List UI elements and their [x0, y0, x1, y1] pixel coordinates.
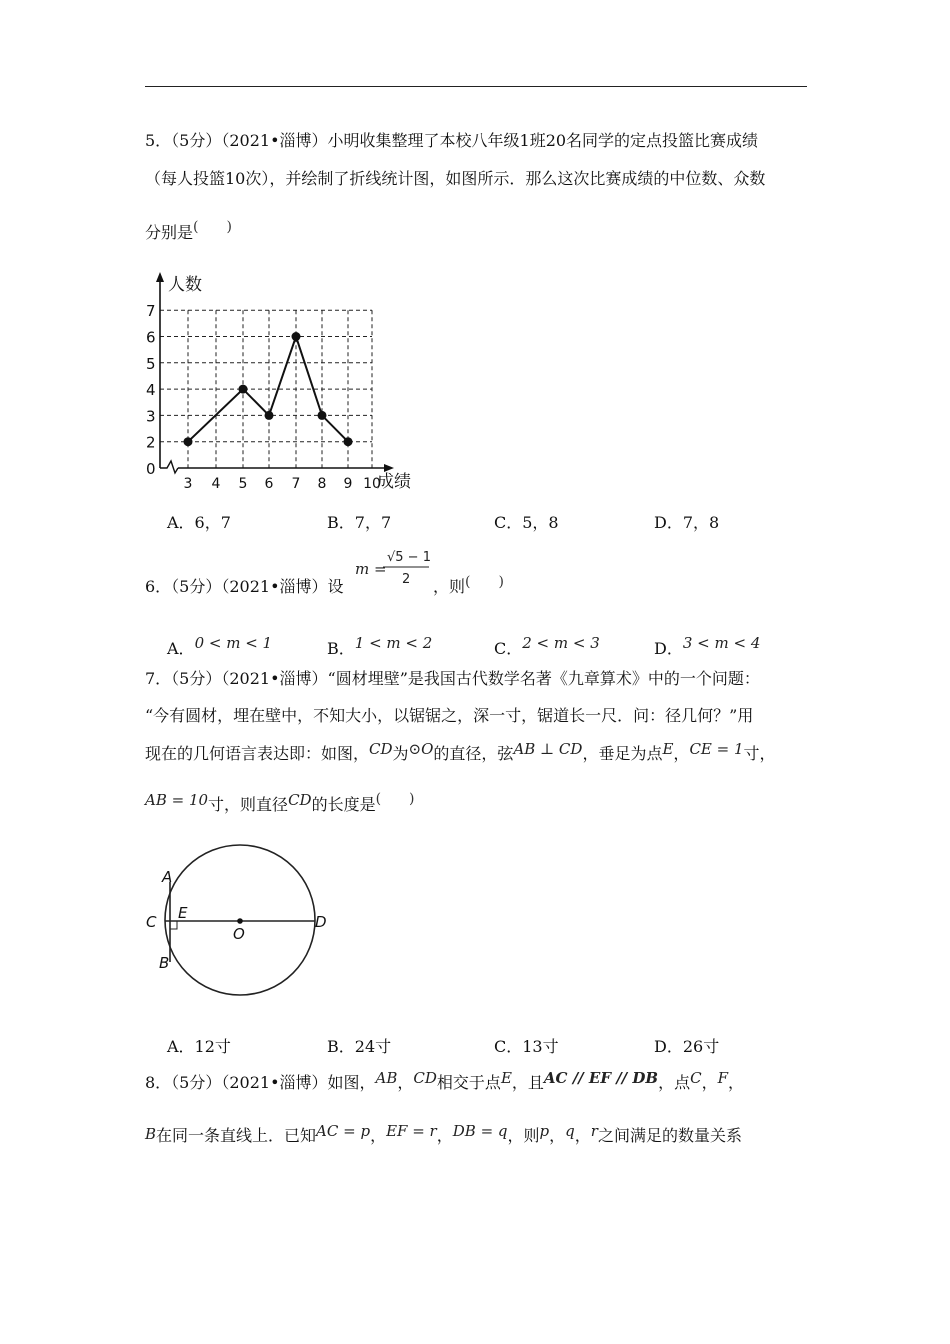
q7-l3-ce: CE = 1 [689, 740, 744, 758]
q7-line-1: 7．（5分）（2021•淄博）“圆材埋壁”是我国古代数学名著《九章算术》中的一个问题： [145, 669, 760, 688]
q8-l1-text-a: 8．（5分）（2021•淄博）如图， [145, 1073, 376, 1092]
q7-label-b: B [159, 954, 170, 972]
q7-option-d[interactable]: D．26寸 [654, 1037, 720, 1056]
q8-l2-b: B [145, 1125, 157, 1143]
chart-x-ticks [184, 476, 381, 492]
data-point-5 [239, 385, 248, 394]
q7-label-o: O [233, 925, 245, 943]
chart-x-label: 成绩 [377, 472, 411, 492]
q8-l1-cd: CD [413, 1069, 437, 1087]
x-tick-9: 9 [343, 476, 353, 492]
q8-l2-comma-1: ， [370, 1126, 387, 1145]
q6-option-b-label: B． [327, 639, 355, 658]
q8-l2-ef: EF = r [386, 1122, 437, 1140]
x-axis-break [160, 461, 178, 473]
y-axis-arrow [156, 272, 164, 282]
q5-answer-paren: ( ) [193, 219, 232, 235]
q8-l1-text-g: ，且 [511, 1073, 544, 1092]
q8-l1-c: C [690, 1069, 702, 1087]
q7-l3-text-c: 为 [392, 744, 409, 763]
q8-l2-text-n: 之间满足的数量关系 [597, 1126, 742, 1145]
q7-circle-diagram [140, 840, 340, 1000]
data-point-9 [344, 437, 353, 446]
q6-suffix-wrap [433, 574, 504, 597]
q8-l1-text-i: ，点 [658, 1073, 691, 1092]
q8-l2-db: DB = q [452, 1122, 508, 1140]
x-tick-7: 7 [291, 476, 301, 492]
q7-center-o [237, 918, 243, 924]
q6-option-a[interactable] [167, 632, 273, 658]
q5-text: 分别是 [145, 223, 194, 242]
q7-l3-comma: ， [673, 744, 690, 763]
q8-l1-comma-2: ， [701, 1073, 718, 1092]
q7-label-c: C [146, 913, 157, 931]
q7-l4-ab: AB = 10 [145, 791, 209, 809]
q8-l1-parallel: AC // EF // DB [543, 1069, 659, 1087]
q8-l2-ac: AC = p [316, 1122, 371, 1140]
data-point-7 [292, 332, 301, 341]
q8-l1-text-e: 相交于点 [436, 1073, 501, 1092]
q7-option-a[interactable]: A．12寸 [167, 1037, 231, 1056]
q8-l2-r: r [590, 1122, 598, 1140]
q7-label-d: D [315, 913, 327, 931]
q5-option-d[interactable]: D．7，8 [654, 513, 720, 532]
q5-line-2: （每人投篮10次），并绘制了折线统计图，如图所示．那么这次比赛成绩的中位数、众数 [145, 169, 766, 188]
chart-y-ticks [146, 302, 156, 478]
q8-l2-comma-2: ， [436, 1126, 453, 1145]
q6-suffix: ，则 [433, 577, 466, 596]
q7-l3-text-k: 寸， [743, 744, 776, 763]
x-tick-5: 5 [238, 476, 248, 492]
q8-l1-comma-1: ， [397, 1073, 414, 1092]
y-tick-2: 2 [146, 433, 156, 452]
q5-option-a[interactable]: A．6，7 [167, 513, 231, 532]
q5-line-chart [140, 268, 430, 498]
q7-l4-cd: CD [288, 791, 312, 809]
q6-option-c-label: C． [494, 639, 523, 658]
q6-option-b-value: 1 < m < 2 [354, 634, 433, 652]
q8-l1-e: E [500, 1069, 512, 1087]
q8-line-1 [145, 1070, 744, 1093]
q6-answer-paren: ( ) [465, 574, 504, 590]
q5-line-1: 5．（5分）（2021•淄博）小明收集整理了本校八年级1班20名同学的定点投篮比赛成绩 [145, 131, 759, 150]
q8-l2-p: p [539, 1122, 550, 1140]
q7-l3-cd: CD [369, 740, 393, 758]
q6-option-c-value: 2 < m < 3 [522, 634, 600, 652]
q7-l3-ab-perp-cd: AB ⊥ CD [513, 740, 583, 758]
q7-l3-e: E [662, 740, 674, 758]
q6-option-d-value: 3 < m < 4 [682, 634, 761, 652]
x-tick-3: 3 [183, 476, 193, 492]
data-point-6 [265, 411, 274, 420]
q7-line-4 [145, 792, 415, 815]
q6-formula-lhs: m = [355, 560, 387, 578]
x-axis-arrow [384, 464, 394, 472]
q7-l3-text-a: 现在的几何语言表达即：如图， [145, 744, 370, 763]
q5-option-b[interactable]: B．7，7 [327, 513, 392, 532]
q7-option-b[interactable]: B．24寸 [327, 1037, 392, 1056]
q6-denominator: 2 [402, 572, 411, 587]
q6-option-b[interactable] [327, 632, 433, 658]
q7-answer-paren: ( ) [375, 791, 415, 807]
q8-l2-comma-4: ， [574, 1126, 591, 1145]
chart-grid [160, 310, 372, 468]
q7-option-c[interactable]: C．13寸 [494, 1037, 559, 1056]
data-point-8 [318, 411, 327, 420]
y-tick-3: 3 [146, 407, 156, 426]
q8-l2-q: q [565, 1122, 575, 1140]
q7-l3-text-e: 的直径，弦 [433, 744, 514, 763]
q6-option-d-label: D． [654, 639, 683, 658]
q7-label-e: E [178, 904, 188, 922]
q7-line-3 [145, 741, 776, 764]
y-tick-7: 7 [146, 302, 156, 321]
q6-numerator: √5 − 1 [387, 550, 431, 565]
x-tick-6: 6 [264, 476, 274, 492]
q5-line-3 [145, 220, 232, 243]
q7-label-a: A [162, 868, 173, 886]
q6-option-a-label: A． [167, 639, 195, 658]
q8-l1-comma-3: ， [728, 1073, 745, 1092]
q7-l4-text-d: 的长度是 [311, 795, 376, 814]
q8-l2-text-b: 在同一条直线上．已知 [156, 1126, 317, 1145]
q7-l4-text-b: 寸，则直径 [208, 795, 289, 814]
y-tick-5: 5 [146, 354, 156, 373]
chart-y-label: 人数 [168, 275, 202, 295]
q8-line-2 [145, 1123, 742, 1146]
y-tick-6: 6 [146, 328, 156, 347]
q8-l2-text-h: ，则 [507, 1126, 540, 1145]
q6-option-d[interactable] [654, 632, 761, 658]
q8-l1-f: F [717, 1069, 728, 1087]
q5-option-c[interactable]: C．5，8 [494, 513, 559, 532]
q8-l1-ab: AB [375, 1069, 398, 1087]
q8-l2-comma-3: ， [549, 1126, 566, 1145]
q7-line-2: “今有圆材，埋在壁中，不知大小，以锯锯之，深一寸，锯道长一尺．问：径几何？”用 [145, 706, 754, 725]
q6-formula [355, 548, 435, 593]
q6-option-c[interactable] [494, 632, 600, 658]
q7-l3-circle-o: ⊙O [408, 740, 434, 758]
data-point-3 [184, 437, 193, 446]
x-tick-10: 10 [363, 476, 381, 492]
q6-option-a-value: 0 < m < 1 [194, 634, 273, 652]
q7-right-angle-mark [170, 921, 177, 929]
x-tick-8: 8 [317, 476, 327, 492]
q7-l3-text-g: ，垂足为点 [582, 744, 663, 763]
y-tick-0: 0 [146, 460, 156, 478]
y-tick-4: 4 [146, 381, 156, 400]
q6-prefix: 6．（5分）（2021•淄博）设 [145, 577, 344, 596]
x-tick-4: 4 [211, 476, 221, 492]
header-rule [145, 86, 807, 87]
